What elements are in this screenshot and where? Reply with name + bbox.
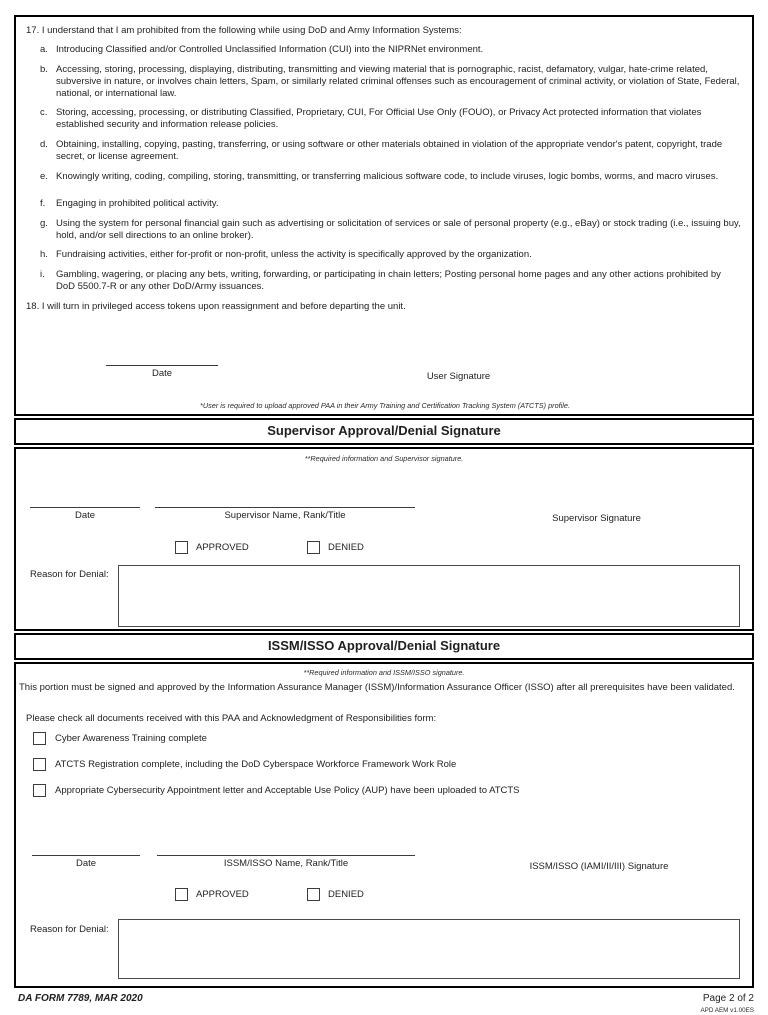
- issm-name-label: ISSM/ISSO Name, Rank/Title: [223, 858, 349, 870]
- supervisor-section: [14, 447, 754, 631]
- issm-approved-checkbox[interactable]: [175, 888, 188, 901]
- item-17d-text: Obtaining, installing, copying, pasting, transferring, or using software or other materials obtained in violation of the appropriate vendor's patent, copyright, trade secret, or license agreement.: [56, 139, 723, 162]
- item-17f-text: Engaging in prohibited political activity.: [56, 197, 219, 209]
- issm-section-header: ISSM/ISSO Approval/Denial Signature: [14, 633, 754, 660]
- item-17a-letter: a.: [40, 43, 48, 55]
- item-17b-text: Accessing, storing, processing, displaying, distributing, transmitting and viewing material that is pornographic, racist, defamatory, vulgar, hate-crime related, subversive in nature, or involves chain letters, Spam, or similarly related criminal offenses such as encouragement of criminal activity, or violation of State, Federal, national, or international law.: [56, 63, 740, 99]
- item-17: [26, 25, 744, 37]
- supervisor-denied-checkbox[interactable]: [307, 541, 320, 554]
- supervisor-reason-label: Reason for Denial:: [30, 569, 109, 581]
- issm-denied-option: [307, 888, 364, 901]
- item-17d: [40, 139, 744, 163]
- issm-intro-text: This portion must be signed and approved by the Information Assurance Manager (ISSM)/Information Assurance Officer (ISSO) after all prerequisites have been validated.: [19, 682, 735, 694]
- issm-denied-checkbox[interactable]: [307, 888, 320, 901]
- checklist-item-cyber-awareness: [33, 732, 207, 745]
- item-17f-letter: f.: [40, 197, 46, 209]
- checklist-item-appointment-letter: [33, 784, 520, 797]
- item-17b-letter: b.: [40, 63, 48, 75]
- item-17c-letter: c.: [40, 107, 48, 119]
- item-17d-letter: d.: [40, 139, 48, 151]
- item-17g: [40, 218, 744, 242]
- user-date-field[interactable]: [106, 365, 218, 380]
- issm-name-line: [157, 855, 415, 856]
- item-17c-text: Storing, accessing, processing, or distributing Classified, Proprietary, CUI, For Official Use Only (FOUO), or Privacy Act protected information that violates established security and information release policies.: [56, 107, 702, 131]
- item-17i-text: Gambling, wagering, or placing any bets, writing, forwarding, or participating in chain letters; Posting personal home pages and any other actions prohibited by DoD 5500.7-R or any other DoD/Army issuances.: [56, 269, 721, 293]
- cyber-awareness-label: Cyber Awareness Training complete: [55, 733, 207, 745]
- supervisor-date-field[interactable]: [30, 507, 140, 522]
- appointment-letter-checkbox[interactable]: [33, 784, 46, 797]
- supervisor-approved-label: APPROVED: [196, 541, 249, 553]
- issm-denied-label: DENIED: [328, 889, 364, 901]
- supervisor-denied-option: [307, 541, 364, 554]
- atcts-registration-label: ATCTS Registration complete, including the DoD Cyberspace Workforce Framework Work Role: [55, 759, 457, 771]
- item-17a: [40, 44, 744, 56]
- issm-approved-option: [175, 888, 249, 901]
- issm-date-label: Date: [75, 858, 97, 870]
- footer-right: [700, 993, 754, 1014]
- issm-reason-label: Reason for Denial:: [30, 924, 109, 936]
- supervisor-name-field[interactable]: [155, 507, 415, 522]
- supervisor-required-note: **Required information and Supervisor signature.: [304, 454, 464, 464]
- supervisor-date-label: Date: [74, 510, 96, 522]
- issm-date-line: [32, 855, 140, 856]
- atcts-registration-checkbox[interactable]: [33, 758, 46, 771]
- item-17h-letter: h.: [40, 249, 48, 261]
- apd-version: APD AEM v1.00ES: [700, 1006, 754, 1014]
- issm-approved-label: APPROVED: [196, 889, 249, 901]
- item-17i: [40, 269, 744, 293]
- supervisor-date-line: [30, 507, 140, 508]
- supervisor-signature-field[interactable]: [494, 513, 699, 525]
- cyber-awareness-checkbox[interactable]: [33, 732, 46, 745]
- page-number: Page 2 of 2: [702, 993, 754, 1005]
- item-17e: [40, 171, 744, 183]
- appointment-letter-label: Appropriate Cybersecurity Appointment letter and Acceptable Use Policy (AUP) have been uploaded to ATCTS: [55, 785, 520, 797]
- terms-section: [14, 15, 754, 416]
- user-signature-field[interactable]: [356, 371, 561, 383]
- item-17g-letter: g.: [40, 217, 48, 229]
- user-signature-area: [26, 313, 744, 399]
- item-17h: [40, 249, 744, 261]
- item-17h-text: Fundraising activities, either for-profit or non-profit, unless the activity is specifically approved by the organization.: [56, 249, 532, 261]
- supervisor-section-header: Supervisor Approval/Denial Signature: [14, 418, 754, 445]
- item-17g-text: Using the system for personal financial gain such as advertising or solicitation of services or sale of personal property (e.g., eBay) or stock trading (i.e., issuing buy, hold, and/or sell directions to an online broker).: [56, 217, 741, 241]
- atcts-upload-note: *User is required to upload approved PAA in their Army Training and Certification Tracking System (ATCTS) profile.: [200, 400, 570, 410]
- item-17f: [40, 198, 744, 210]
- checklist-item-atcts-registration: [33, 758, 456, 771]
- user-date-line: [106, 365, 218, 366]
- supervisor-name-line: [155, 507, 415, 508]
- form-id: DA FORM 7789, MAR 2020: [18, 993, 143, 1005]
- item-17b: [40, 64, 744, 100]
- issm-reason-field[interactable]: [118, 919, 740, 979]
- item-18-text: I will turn in privileged access tokens upon reassignment and before departing the unit.: [41, 301, 406, 312]
- issm-section: [14, 662, 754, 988]
- issm-required-note: **Required information and ISSM/ISSO signature.: [303, 668, 465, 678]
- issm-signature-field[interactable]: [494, 861, 704, 873]
- item-17-text: I understand that I am prohibited from the following while using DoD and Army Information Systems:: [41, 25, 462, 36]
- supervisor-denied-label: DENIED: [328, 541, 364, 553]
- supervisor-approved-option: [175, 541, 249, 554]
- supervisor-approved-checkbox[interactable]: [175, 541, 188, 554]
- supervisor-signature-label: Supervisor Signature: [552, 513, 641, 525]
- issm-date-field[interactable]: [32, 855, 140, 870]
- item-17e-letter: e.: [40, 170, 48, 182]
- supervisor-reason-field[interactable]: [118, 565, 740, 627]
- issm-checklist-intro: Please check all documents received with this PAA and Acknowledgment of Responsibilities form:: [26, 713, 437, 725]
- issm-name-field[interactable]: [157, 855, 415, 870]
- item-18-number: 18.: [26, 301, 40, 312]
- item-17c: [40, 107, 744, 131]
- item-17a-text: Introducing Classified and/or Controlled Unclassified Information (CUI) into the NIPRNet environment.: [56, 43, 484, 55]
- supervisor-name-label: Supervisor Name, Rank/Title: [224, 510, 346, 522]
- item-17-number: 17.: [26, 25, 40, 36]
- issm-signature-label: ISSM/ISSO (IAMI/II/III) Signature: [529, 861, 669, 873]
- page-footer: [14, 993, 754, 1014]
- item-18: [26, 301, 744, 313]
- user-signature-label: User Signature: [426, 370, 491, 382]
- user-date-label: Date: [151, 367, 173, 379]
- item-17i-letter: i.: [40, 269, 45, 281]
- item-17e-text: Knowingly writing, coding, compiling, storing, transmitting, or transferring malicious software code, to include viruses, logic bombs, worms, and macro viruses.: [56, 170, 719, 182]
